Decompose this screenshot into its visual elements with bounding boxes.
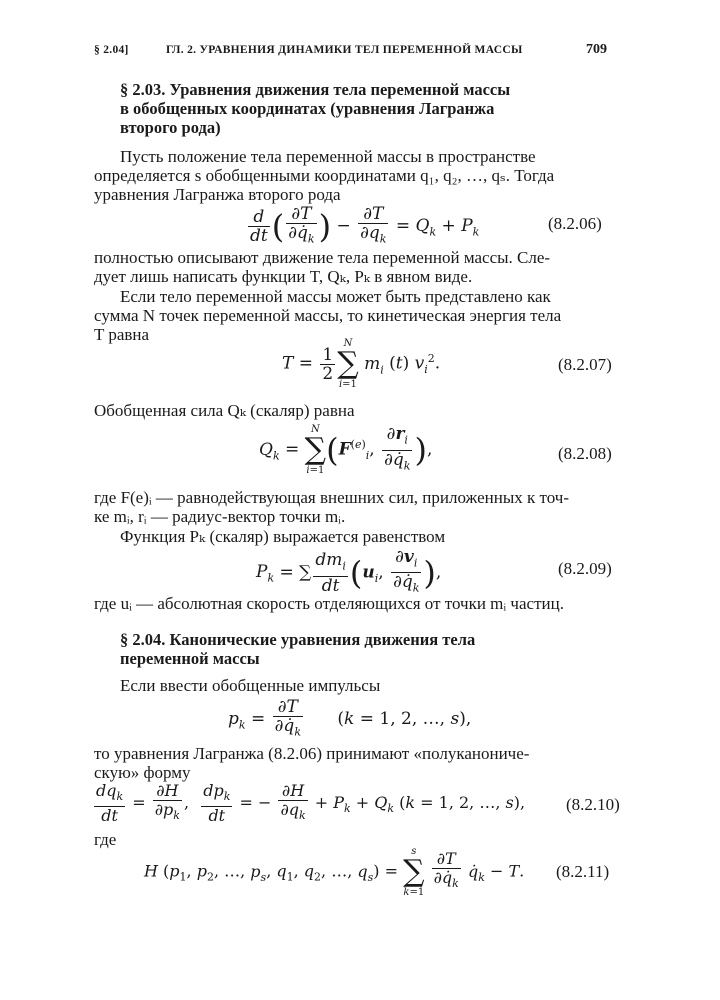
equation-8-2-11: H ($p_1$, $p_2$, …, $p_s$, $q_1$, $q_2$, …, $q_s$) = s ∑ k=1 $\frac{\partial T}{\partial q̇_k}$ $q̇_k - T$. <box>144 846 525 898</box>
sec-204-para-2-line-2: скую» форму <box>94 763 191 782</box>
para-2-line-2: дует лишь написать функции T, Qₖ, Pₖ в явном виде. <box>94 267 473 286</box>
equation-number-8-2-07: (8.2.07) <box>558 355 612 374</box>
section-2-04-heading-line-1: § 2.04. Канонические уравнения движения тела <box>120 630 476 649</box>
para-1-line-1: Пусть положение тела переменной массы в пространстве <box>120 147 536 166</box>
equation-number-8-2-06: (8.2.06) <box>548 214 602 233</box>
section-2-03-heading-line-3: второго рода) <box>120 118 221 137</box>
section-2-03-heading-line-2: в обобщенных координатах (уравнения Лагранжа <box>120 99 495 118</box>
equation-8-2-07: T = $\frac{1}{2}$ N ∑ i=1 $m_i$ (t) $v_i^2$. <box>282 338 441 390</box>
equation-number-8-2-09: (8.2.09) <box>558 559 612 578</box>
para-5-line-2: ке mᵢ, rᵢ — радиус-вектор точки mᵢ. <box>94 507 346 526</box>
para-6-line-1: Функция Pₖ (скаляр) выражается равенством <box>120 527 446 546</box>
sec-204-para-3-line-1: где <box>94 830 117 849</box>
section-2-04-heading-line-2: переменной массы <box>120 649 260 668</box>
equation-8-2-09: $P_k$ = ∑ $\frac{dm_i}{dt}$ ($u_i$, $\frac{\partial v_i}{\partial q̇_k}$ ), <box>256 547 442 596</box>
header-section-ref: § 2.04] <box>94 44 129 56</box>
para-5-line-1: где F(e)ᵢ — равнодействующая внешних сил, приложенных к точ- <box>94 488 569 507</box>
section-2-03-heading-line-1: § 2.03. Уравнения движения тела переменной массы <box>120 80 511 99</box>
sec-204-para-1-line-1: Если ввести обобщенные импульсы <box>120 676 381 695</box>
para-3-line-1: Если тело переменной массы может быть представлено как <box>120 287 551 306</box>
para-7-line-1: где uᵢ — абсолютная скорость отделяющихся от точки mᵢ частиц. <box>94 594 564 613</box>
page-number: 709 <box>586 42 607 57</box>
para-4-line-1: Обобщенная сила Qₖ (скаляр) равна <box>94 401 355 420</box>
para-3-line-3: T равна <box>94 325 150 344</box>
para-1-line-3: уравнения Лагранжа второго рода <box>94 185 341 204</box>
equation-number-8-2-11: (8.2.11) <box>556 862 610 881</box>
equation-number-8-2-10: (8.2.10) <box>566 795 620 814</box>
equation-generalized-momenta: $p_k$ = $\frac{\partial T}{\partial q̇_k}$ (k = 1, 2, …, s), <box>228 697 472 739</box>
equation-8-2-08: $Q_k$ = N ∑ i=1 ($F^{(e)}_i$, $\frac{\partial r_i}{\partial q̇_k}$ ), <box>259 424 433 476</box>
equation-8-2-10: $\frac{dq_k}{dt}$ = $\frac{\partial H}{\partial p_k}$ , $\frac{dp_k}{dt}$ = − $\frac{\partial H}{\partial q_k}$ + $P_k + Q_k$ (k = 1, 2, …, s), <box>96 781 526 826</box>
sec-204-para-2-line-1: то уравнения Лагранжа (8.2.06) принимают «полуканониче- <box>94 744 530 763</box>
para-3-line-2: сумма N точек переменной массы, то кинетическая энергия тела <box>94 306 562 325</box>
equation-number-8-2-08: (8.2.08) <box>558 444 612 463</box>
header-chapter-title: ГЛ. 2. УРАВНЕНИЯ ДИНАМИКИ ТЕЛ ПЕРЕМЕННОЙ МАССЫ <box>166 44 523 56</box>
para-1-line-2: определяется s обобщенными координатами q₁, q₂, …, qₛ. Тогда <box>94 166 555 185</box>
para-2-line-1: полностью описывают движение тела переменной массы. Сле- <box>94 248 551 267</box>
equation-8-2-06: $\frac{d}{dt}$ ( $\frac{\partial T}{\partial q̇_k}$ ) − $\frac{\partial T}{\partial q_k}$ = $Q_k + P_k$ <box>250 204 480 247</box>
